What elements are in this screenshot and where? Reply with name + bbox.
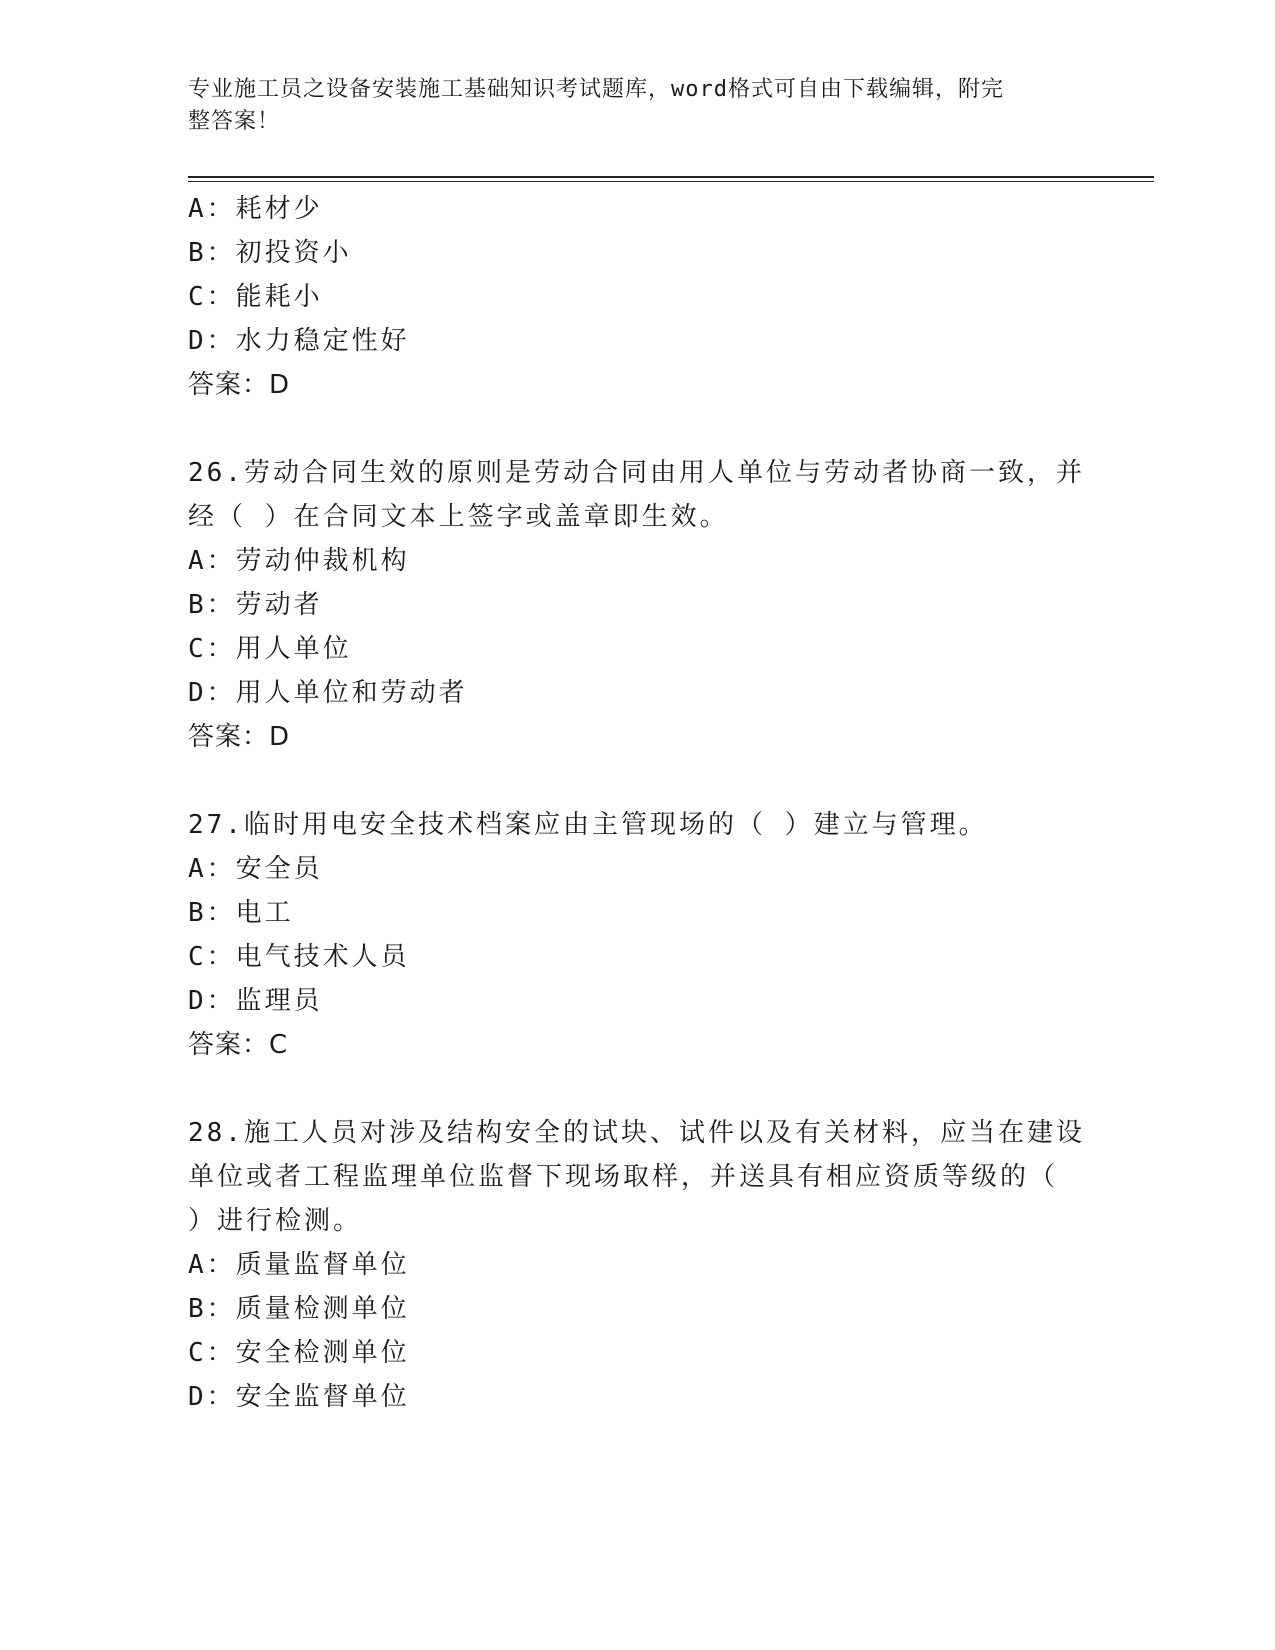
q26-stem-line-1: 26.劳动合同生效的原则是劳动合同由用人单位与劳动者协商一致，并 [188,458,1085,488]
q26-option-b: B：劳动者 [188,590,323,620]
q27-option-a: A：安全员 [188,854,323,884]
q27-option-d: D：监理员 [188,986,323,1016]
q25-option-d: D：水力稳定性好 [188,326,410,356]
q25-option-c: C：能耗小 [188,282,323,312]
q27-option-b: B：电工 [188,898,294,928]
q27-option-c: C：电气技术人员 [188,942,410,972]
q28-stem-line-2: 单位或者工程监理单位监督下现场取样，并送具有相应资质等级的（ [188,1162,1059,1192]
q28-option-c: C：安全检测单位 [188,1338,410,1368]
header-divider-thin [188,181,1154,182]
q26-option-a: A：劳动仲裁机构 [188,546,410,576]
q26-stem-line-2: 经（ ）在合同文本上签字或盖章即生效。 [188,502,729,532]
q28-stem-line-3: ）进行检测。 [188,1206,363,1236]
document-header [188,74,1088,138]
q25-option-b: B：初投资小 [188,238,352,268]
q28-option-b: B：质量检测单位 [188,1294,410,1324]
q26-option-c: C：用人单位 [188,634,352,664]
header-divider-thick [188,176,1154,178]
q26-option-d: D：用人单位和劳动者 [188,678,468,708]
q28-stem-line-1: 28.施工人员对涉及结构安全的试块、试件以及有关材料，应当在建设 [188,1118,1085,1148]
header-line-1: 专业施工员之设备安装施工基础知识考试题库，word格式可自由下载编辑，附完 [188,77,1004,102]
q25-answer: 答案：D [188,370,291,400]
q25-option-a: A：耗材少 [188,194,323,224]
q27-answer: 答案：C [188,1030,289,1060]
q26-answer: 答案：D [188,722,291,752]
header-line-2: 整答案！ [188,109,281,134]
q27-stem-line-1: 27.临时用电安全技术档案应由主管现场的（ ）建立与管理。 [188,810,988,840]
q28-option-d: D：安全监督单位 [188,1382,410,1412]
q28-option-a: A：质量监督单位 [188,1250,410,1280]
